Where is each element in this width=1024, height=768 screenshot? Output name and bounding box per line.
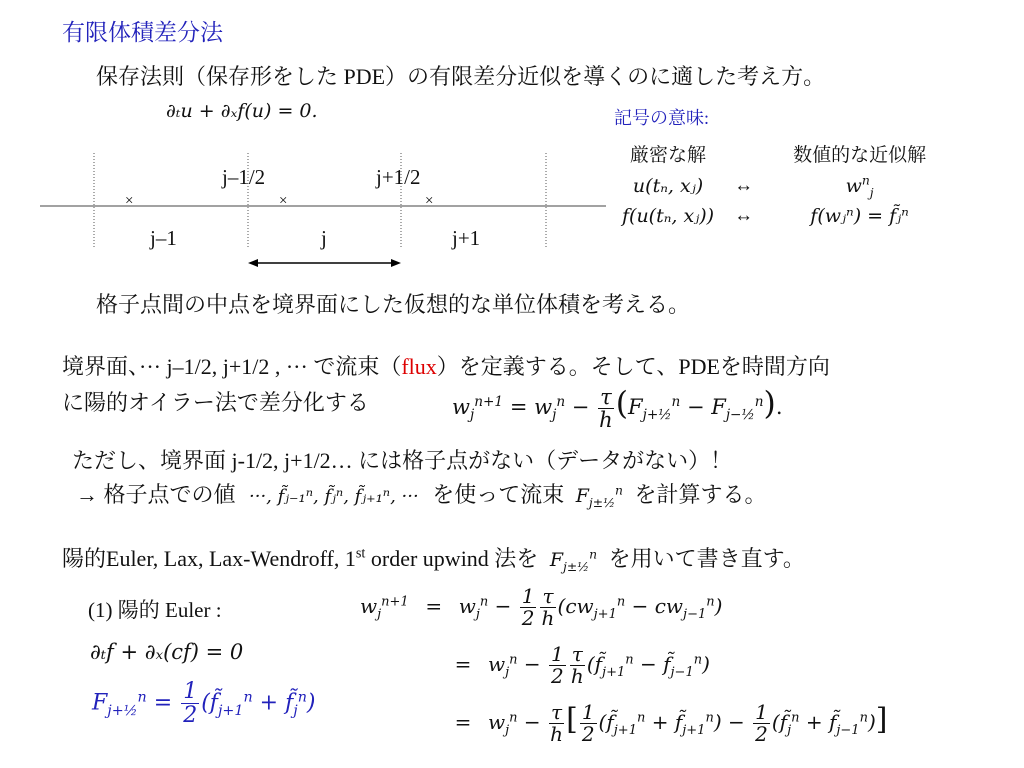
key-col-approx: 数値的な近似解 — [793, 145, 927, 166]
caveat-text: ただし、境界面 j-1/2, j+1/2… には格子点がない（データがない）！ — [72, 448, 733, 473]
key-approx-f: f(wⱼⁿ) = f̃ⱼⁿ — [810, 205, 909, 227]
arrow-line: → 格子点での値 ···, f̃ⱼ₋₁ⁿ, f̃ⱼⁿ, f̃ⱼ₊₁ⁿ, ··· を使って流束 $F_{j\pm\frac{1}{2}}^n$ を計算する。 — [76, 482, 767, 510]
grid-diagram — [40, 148, 620, 278]
flux-symbol-pm-half: $F_{j\pm\frac{1}{2}}^n$ — [575, 483, 623, 510]
conservation-law-equation: ∂ₜu + ∂ₓf(u) = 0. — [166, 100, 318, 122]
key-approx-w: $w^n_j$ — [845, 173, 874, 200]
label-j: j — [321, 226, 327, 250]
midpoint-text: 格子点間の中点を境界面にした仮想的な単位体積を考える。 — [96, 292, 691, 317]
flux-definition-line: 境界面、··· j–1/2, j+1/2 , ··· で流束（flux）を定義する。そして、PDEを時間方向 — [62, 354, 830, 379]
flux-word: flux — [401, 354, 437, 379]
key-exact-u: u(tₙ, xⱼ) — [632, 175, 704, 197]
label-j-plus-1: j+1 — [452, 226, 481, 250]
page-title: 有限体積差分法 — [62, 20, 223, 46]
euler-section-label: (1) 陽的 Euler : — [88, 598, 222, 622]
methods-line: 陽的Euler, Lax, Lax-Wendroff, 1st order upwind 法を $F_{j\pm\frac{1}{2}}^n$ を用いて書き直す。 — [62, 545, 805, 574]
euler-step-1: $w_j^{n+1} = w_j^n$ − $\frac{1}{2}$ $\frac{\tau}{h}$ $(cw_{j+1}^n - cw_{j-1}^n)$ — [360, 584, 723, 630]
grid-flux-values: ···, f̃ⱼ₋₁ⁿ, f̃ⱼⁿ, f̃ⱼ₊₁ⁿ, ··· — [249, 486, 419, 507]
flux-symbol-pm-half-2: $F_{j\pm\frac{1}{2}}^n$ — [549, 547, 598, 574]
key-exact-f: f(u(tₙ, xⱼ)) — [622, 205, 715, 227]
key-col-exact: 厳密な解 — [630, 145, 707, 166]
grid-point-marker-j-minus-1: × — [125, 193, 134, 209]
label-j-plus-half: j+1/2 — [376, 165, 421, 189]
euler-step-2: = $w_j^n$ − $\frac{1}{2}$ $\frac{\tau}{h}$ ($f̃_{j+1}^n$ − $f̃_{j-1}^n$) — [454, 642, 710, 688]
symbol-key-table — [612, 136, 936, 231]
grid-point-marker-j: × — [279, 193, 288, 209]
grid-point-marker-j-plus-1: × — [425, 193, 434, 209]
euler-discretize-line: に陽的オイラー法で差分化する — [62, 390, 369, 415]
cell-width-arrowhead-left — [248, 259, 258, 267]
label-j-minus-1: j–1 — [150, 226, 177, 250]
key-arrow-1: ↔ — [734, 175, 754, 196]
euler-flux-definition: $F_{j+\frac{1}{2}}^n$ = $\frac{1}{2}$ ($f̃_{j+1}^n$ + $f̃_j^n$) — [92, 679, 316, 729]
cell-width-arrowhead-right — [391, 259, 401, 267]
intro-text: 保存法則（保存形をした PDE）の有限差分近似を導くのに適した考え方。 — [96, 64, 826, 89]
advection-equation: ∂ₜf + ∂ₓ(cf) = 0 — [90, 640, 244, 664]
key-arrow-2: ↔ — [734, 205, 754, 226]
update-equation: $w_j^{n+1} = w_j^n$ − $\frac{\tau}{h}$ $(F_{j+\frac{1}{2}}^n - F_{j-\frac{1}{2}}^n)$. — [452, 385, 783, 433]
euler-step-3: = $w_j^n$ − $\frac{\tau}{h}$ [ $\frac{1}{2}$ ($f̃_{j+1}^n$ + $f̃_{j+1}^n$) − $\frac{1}{2}$ ($f̃_j^n$ + $f̃_{j-1}^n$)] — [454, 700, 888, 746]
label-j-minus-half: j–1/2 — [222, 165, 266, 189]
key-heading: 記号の意味: — [614, 108, 710, 128]
